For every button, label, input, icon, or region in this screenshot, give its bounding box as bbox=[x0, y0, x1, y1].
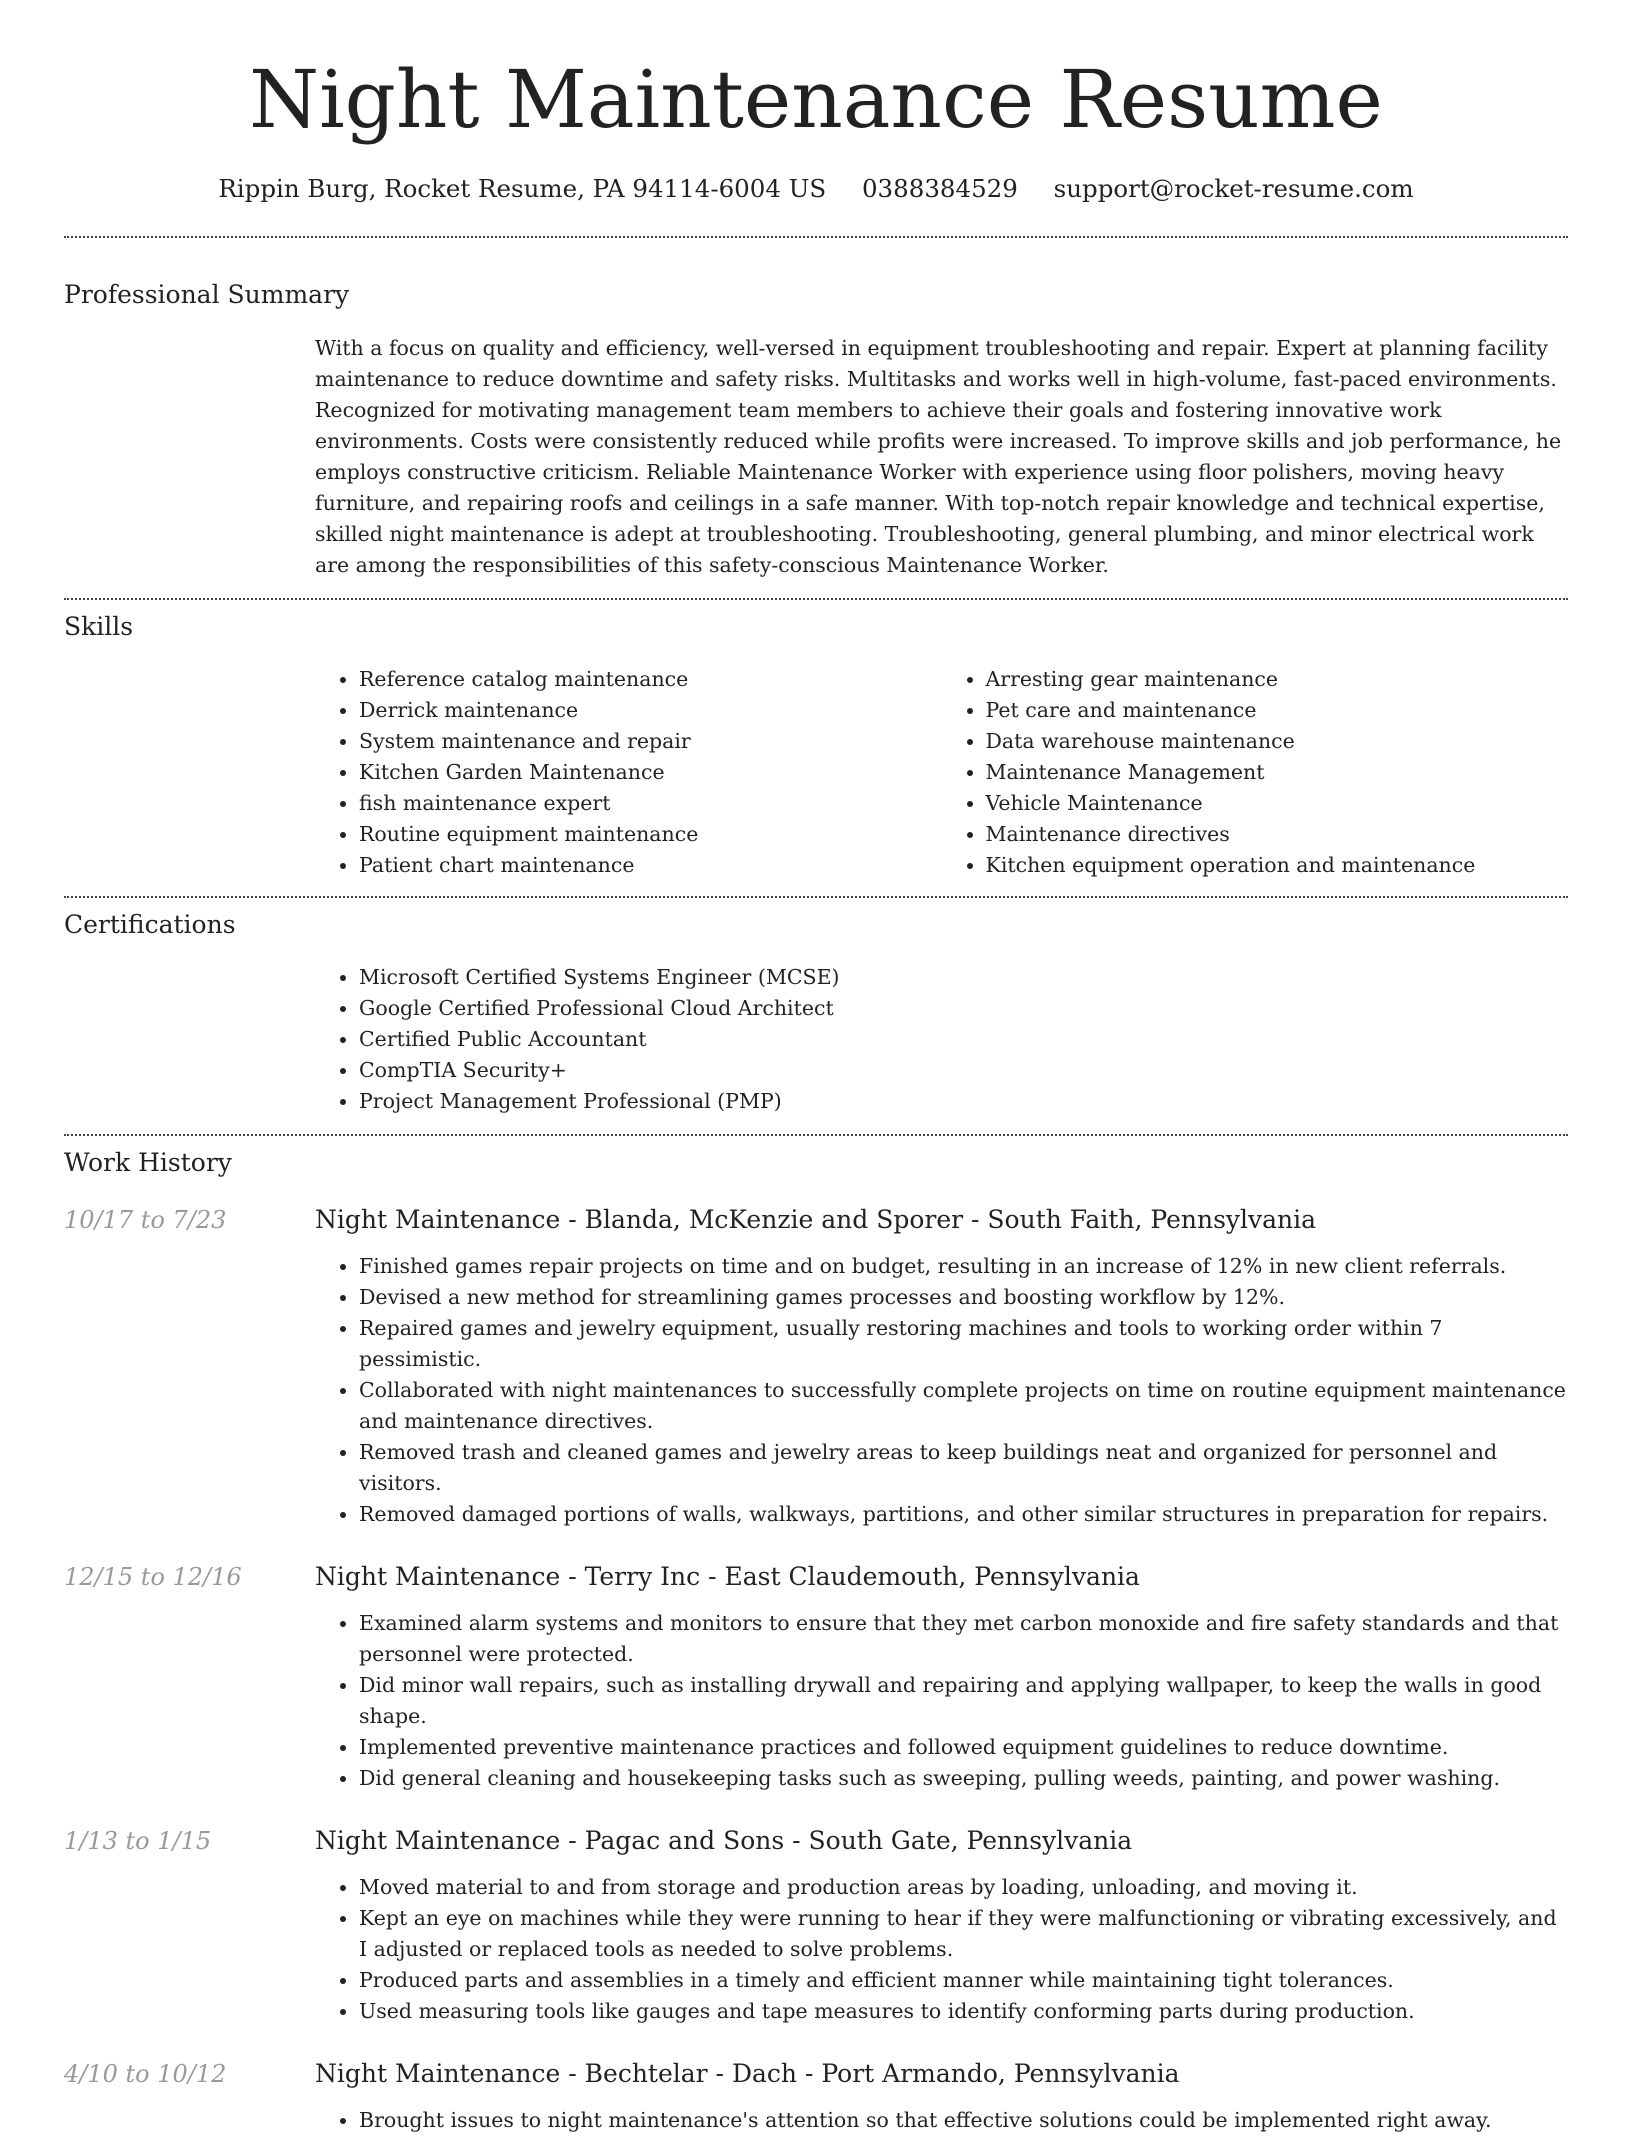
resume-title: Night Maintenance Resume bbox=[249, 53, 1383, 146]
job-dates: 1/13 to 1/15 bbox=[64, 1827, 212, 1855]
section-title-certifications: Certifications bbox=[64, 910, 236, 939]
job-bullet: • Used measuring tools like gauges and tape measures to identify conforming parts during production. bbox=[359, 1996, 1568, 2027]
job-dates: 4/10 to 10/12 bbox=[64, 2060, 227, 2088]
divider bbox=[64, 236, 1568, 238]
section-title-work-history: Work History bbox=[64, 1148, 232, 1177]
job-bullet: • Produced parts and assemblies in a timely and efficient manner while maintaining tight tolerances. bbox=[359, 1965, 1568, 1996]
certification-item: • Microsoft Certified Systems Engineer (MCSE) bbox=[359, 962, 1568, 993]
certification-item: • Project Management Professional (PMP) bbox=[359, 1086, 1568, 1117]
contact-email[interactable]: support@rocket-resume.com bbox=[1053, 174, 1414, 203]
job-bullet: • Finished games repair projects on time and on budget, resulting in an increase of 12% in new client referrals. bbox=[359, 1251, 1568, 1282]
job-bullet: • Repaired games and jewelry equipment, usually restoring machines and tools to working order within 7 pessimistic. bbox=[359, 1313, 1568, 1375]
job-entry bbox=[64, 1203, 1568, 1530]
job-entry bbox=[64, 1560, 1568, 1794]
job-title: Night Maintenance - Blanda, McKenzie and Sporer - South Faith, Pennsylvania bbox=[315, 1205, 1317, 1234]
section-title-summary: Professional Summary bbox=[64, 280, 350, 309]
skill-item: • Kitchen equipment operation and maintenance bbox=[986, 850, 1569, 881]
resume-page bbox=[64, 0, 1568, 2136]
skill-item: • Data warehouse maintenance bbox=[986, 726, 1569, 757]
divider bbox=[64, 896, 1568, 898]
job-bullet: • Moved material to and from storage and production areas by loading, unloading, and moving it. bbox=[359, 1872, 1568, 1903]
summary-text: With a focus on quality and efficiency, well-versed in equipment troubleshooting and repair. Expert at planning facility maintenance to reduce downtime and safety risks. Multitasks and works well in high-volume, fast-paced environments. Recognized for motivating management team members to achieve their goals and fostering innovative work environments. Costs were consistently reduced while profits were increased. To improve skills and job performance, he employs constructive criticism. Reliable Maintenance Worker with experience using floor polishers, moving heavy furniture, and repairing roofs and ceilings in a safe manner. With top-notch repair knowledge and technical expertise, skilled night maintenance is adept at troubleshooting. Troubleshooting, general plumbing, and minor electrical work are among the responsibilities of this safety-conscious Maintenance Worker. bbox=[315, 336, 1562, 577]
job-bullet: • Devised a new method for streamlining games processes and boosting workflow by 12%. bbox=[359, 1282, 1568, 1313]
contact-address: Rippin Burg, Rocket Resume, PA 94114-6004 US bbox=[218, 174, 827, 203]
job-bullet: • Removed damaged portions of walls, walkways, partitions, and other similar structures in preparation for repairs. bbox=[359, 1499, 1568, 1530]
job-bullet: • Implemented preventive maintenance practices and followed equipment guidelines to reduce downtime. bbox=[359, 1732, 1568, 1763]
skill-item: • Routine equipment maintenance bbox=[359, 819, 942, 850]
skill-item: • Derrick maintenance bbox=[359, 695, 942, 726]
divider bbox=[64, 1134, 1568, 1136]
job-bullet: • Brought issues to night maintenance's attention so that effective solutions could be implemented right away. bbox=[359, 2105, 1568, 2136]
contact-phone: 0388384529 bbox=[861, 174, 1018, 203]
skill-item: • fish maintenance expert bbox=[359, 788, 942, 819]
skill-item: • Reference catalog maintenance bbox=[359, 664, 942, 695]
job-entry bbox=[64, 2057, 1568, 2136]
skills-column-left bbox=[315, 664, 942, 881]
skills-column-right bbox=[942, 664, 1569, 881]
divider bbox=[64, 598, 1568, 600]
skills-list bbox=[315, 664, 1568, 881]
job-bullet: • Collaborated with night maintenances to successfully complete projects on time on routine equipment maintenance and maintenance directives. bbox=[359, 1375, 1568, 1437]
job-bullet: • Removed trash and cleaned games and jewelry areas to keep buildings neat and organized for personnel and visitors. bbox=[359, 1437, 1568, 1499]
job-dates: 12/15 to 12/16 bbox=[64, 1563, 242, 1591]
job-title: Night Maintenance - Bechtelar - Dach - Port Armando, Pennsylvania bbox=[315, 2059, 1180, 2088]
skill-item: • Vehicle Maintenance bbox=[986, 788, 1569, 819]
skill-item: • Pet care and maintenance bbox=[986, 695, 1569, 726]
section-title-skills: Skills bbox=[64, 612, 134, 641]
job-dates: 10/17 to 7/23 bbox=[64, 1206, 227, 1234]
skill-item: • Arresting gear maintenance bbox=[986, 664, 1569, 695]
skill-item: • Maintenance directives bbox=[986, 819, 1569, 850]
job-title: Night Maintenance - Pagac and Sons - South Gate, Pennsylvania bbox=[315, 1826, 1133, 1855]
skill-item: • System maintenance and repair bbox=[359, 726, 942, 757]
certification-item: • Google Certified Professional Cloud Architect bbox=[359, 993, 1568, 1024]
skill-item: • Maintenance Management bbox=[986, 757, 1569, 788]
job-bullet: • Examined alarm systems and monitors to ensure that they met carbon monoxide and fire safety standards and that personnel were protected. bbox=[359, 1608, 1568, 1670]
skill-item: • Patient chart maintenance bbox=[359, 850, 942, 881]
certifications-list bbox=[315, 962, 1568, 1117]
job-bullet: • Did minor wall repairs, such as installing drywall and repairing and applying wallpaper, to keep the walls in good shape. bbox=[359, 1670, 1568, 1732]
skill-item: • Kitchen Garden Maintenance bbox=[359, 757, 942, 788]
certification-item: • CompTIA Security+ bbox=[359, 1055, 1568, 1086]
job-entry bbox=[64, 1824, 1568, 2027]
job-title: Night Maintenance - Terry Inc - East Claudemouth, Pennsylvania bbox=[315, 1562, 1140, 1591]
job-bullet: • Did general cleaning and housekeeping tasks such as sweeping, pulling weeds, painting, and power washing. bbox=[359, 1763, 1568, 1794]
contact-line bbox=[64, 172, 1568, 206]
job-bullet: • Kept an eye on machines while they were running to hear if they were malfunctioning or vibrating excessively, and I adjusted or replaced tools as needed to solve problems. bbox=[359, 1903, 1568, 1965]
certification-item: • Certified Public Accountant bbox=[359, 1024, 1568, 1055]
